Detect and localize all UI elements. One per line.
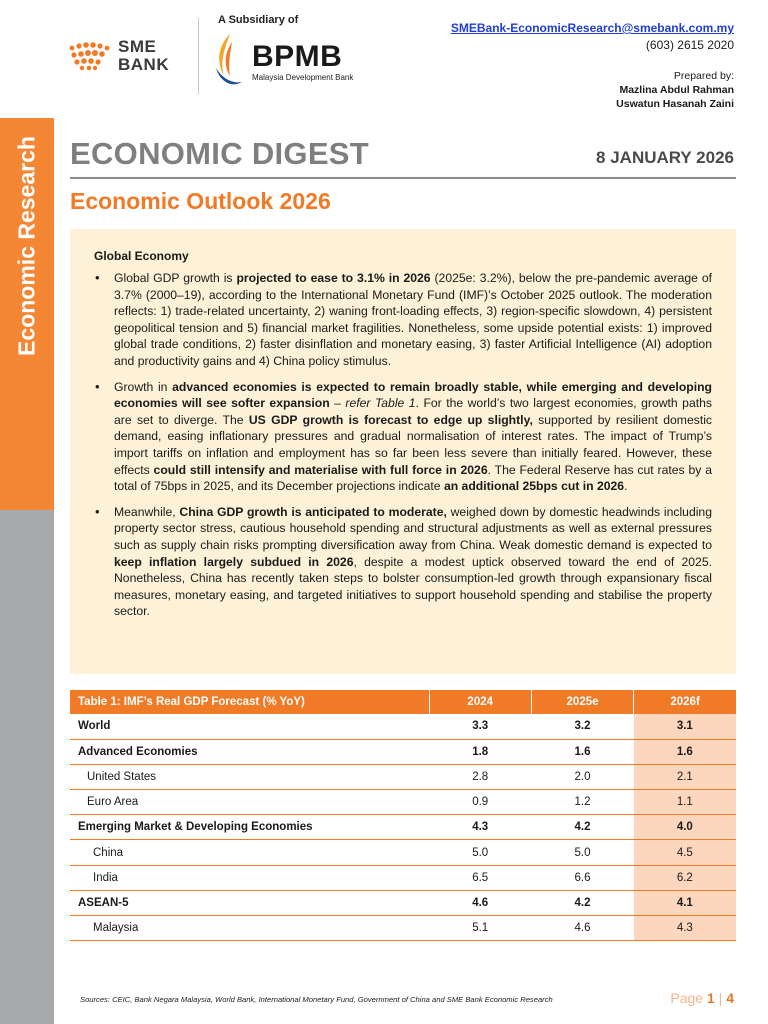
row-label: United States: [70, 764, 429, 789]
row-label: Emerging Market & Developing Economies: [70, 815, 429, 840]
bpmb-emblem-icon: [214, 32, 244, 88]
bullet-global-gdp: • Global GDP growth is projected to ease to 3.1% in 2026 (2025e: 3.2%), below the pre-pandemic average of 3.7% (2000–19), according to the International Monetary Fund (IMF)’s October 2025 outlook. The moderation reflects: 1) trade-related uncertainty, 2) waning front-loading effects, 3) region-specific slowdown, 4) persistent geopolitical tension and 5) financial market fragilities. Nonetheless, some upside potential exists: 1) improved global trade conditions, 2) faster disinflation and monetary easing, 3) faster Artificial Intelligence (AI) adoption and productivity gains and 4) China policy stimulus.: [94, 270, 712, 370]
table-cell: 4.6: [429, 890, 531, 915]
sme-logo-text: [118, 38, 169, 74]
row-label: Euro Area: [70, 790, 429, 815]
table-cell: 5.0: [429, 840, 531, 865]
table-cell: 4.3: [429, 815, 531, 840]
table-cell: 6.6: [531, 865, 633, 890]
page-label: Page: [670, 990, 704, 1006]
sources-note: Sources: CEIC, Bank Negara Malaysia, World Bank, International Monetary Fund, Government of China and SME Bank Economic Research: [80, 995, 553, 1004]
bullet-list: [94, 270, 712, 620]
table-cell: 4.2: [531, 815, 633, 840]
page-title: ECONOMIC DIGEST: [70, 136, 370, 171]
table-row: [70, 815, 736, 840]
global-economy-panel: [70, 229, 736, 674]
column-header: 2025e: [531, 690, 633, 714]
contact-phone: (603) 2615 2020: [645, 38, 734, 52]
page-current: 1: [706, 990, 715, 1006]
table-cell: 1.1: [634, 790, 736, 815]
table-cell: 1.2: [531, 790, 633, 815]
table-cell: 5.1: [429, 916, 531, 941]
sme-logo-line2: BANK: [118, 55, 170, 74]
row-label: China: [70, 840, 429, 865]
sme-logo-line1: SME: [118, 37, 157, 56]
row-label: World: [70, 714, 429, 739]
bullet-china: • Meanwhile, China GDP growth is anticipated to moderate, weighed down by domestic headwinds including property sector stress, cautious household spending and structural adjustments as well as external pressures such as supply chain risks prompting diversification away from China. Weak domestic demand is expected to keep inflation largely subdued in 2026, despite a modest uptick observed toward the end of 2025. Nonetheless, China has recently taken steps to bolster consumption-led growth through expansionary fiscal measures, monetary easing, and targeted initiatives to support household spending and stabilise the property sector.: [94, 504, 712, 620]
table-cell: 4.5: [634, 840, 736, 865]
author-name: Uswatun Hasanah Zaini: [616, 98, 734, 110]
table-cell: 4.1: [634, 890, 736, 915]
table-row: [70, 739, 736, 764]
table-cell: 3.2: [531, 714, 633, 739]
sme-dots-icon: [68, 40, 112, 72]
table-row: [70, 865, 736, 890]
contact-email-link[interactable]: SMEBank-EconomicResearch@smebank.com.my: [450, 21, 734, 35]
row-label: India: [70, 865, 429, 890]
table-cell: 2.8: [429, 764, 531, 789]
column-header: 2024: [429, 690, 531, 714]
table-caption: Table 1: IMF’s Real GDP Forecast (% YoY): [70, 690, 429, 714]
bpmb-fullname: Malaysia Development Bank: [252, 73, 354, 82]
column-header: 2026f: [634, 690, 736, 714]
table-cell: 1.8: [429, 739, 531, 764]
table-row: [70, 840, 736, 865]
gdp-forecast-table: [70, 690, 736, 941]
page-total: 4: [726, 990, 734, 1006]
sme-bank-logo: [68, 34, 188, 78]
table-cell: 5.0: [531, 840, 633, 865]
subsidiary-label: A Subsidiary of: [218, 14, 299, 26]
table-cell: 3.3: [429, 714, 531, 739]
table-cell: 4.2: [531, 890, 633, 915]
table-cell: 4.0: [634, 815, 736, 840]
page-subtitle: Economic Outlook 2026: [70, 188, 331, 214]
page-separator: |: [718, 990, 723, 1006]
row-label: Malaysia: [70, 916, 429, 941]
table-cell: 4.3: [634, 916, 736, 941]
row-label: ASEAN-5: [70, 890, 429, 915]
contact-block: [451, 20, 734, 54]
side-band-label: Economic Research: [13, 136, 40, 356]
bullet-advanced-economies: • Growth in advanced economies is expected to remain broadly stable, while emerging and developing economies will see softer expansion – refer Table 1. For the world’s two largest economies, growth paths are set to diverge. The US GDP growth is forecast to edge up slightly, supported by resilient domestic demand, easing inflationary pressures and gradual normalisation of interest rates. The impact of Trump’s import tariffs on inflation and employment has so far been less severe than initially feared. However, these effects could still intensify and materialise with full force in 2026. The Federal Reserve has cut rates by a total of 75bps in 2025, and its December projections indicate an additional 25bps cut in 2026.: [94, 379, 712, 495]
side-band-grey: [0, 510, 54, 1024]
table-cell: 1.6: [531, 739, 633, 764]
table-cell: 2.0: [531, 764, 633, 789]
side-band: [0, 0, 54, 1024]
table-cell: 1.6: [634, 739, 736, 764]
section-heading: Global Economy: [94, 249, 189, 263]
table-cell: 6.5: [429, 865, 531, 890]
side-band-top: [0, 0, 54, 118]
table-cell: 6.2: [634, 865, 736, 890]
table-row: [70, 714, 736, 739]
author-name: Mazlina Abdul Rahman: [619, 84, 734, 96]
page-number: [670, 990, 734, 1006]
publication-date: 8 JANUARY 2026: [596, 148, 734, 167]
bpmb-logo-text: BPMB: [252, 40, 343, 73]
row-label: Advanced Economies: [70, 739, 429, 764]
table-header-row: [70, 690, 736, 714]
table-cell: 3.1: [634, 714, 736, 739]
prepared-label: Prepared by:: [673, 70, 734, 82]
table-cell: 2.1: [634, 764, 736, 789]
table-cell: 4.6: [531, 916, 633, 941]
table-row: [70, 916, 736, 941]
title-divider: [70, 177, 736, 179]
table-row: [70, 764, 736, 789]
prepared-by-block: [616, 69, 734, 111]
table-cell: 0.9: [429, 790, 531, 815]
logo-divider: [198, 18, 199, 94]
table-row: [70, 890, 736, 915]
table-row: [70, 790, 736, 815]
